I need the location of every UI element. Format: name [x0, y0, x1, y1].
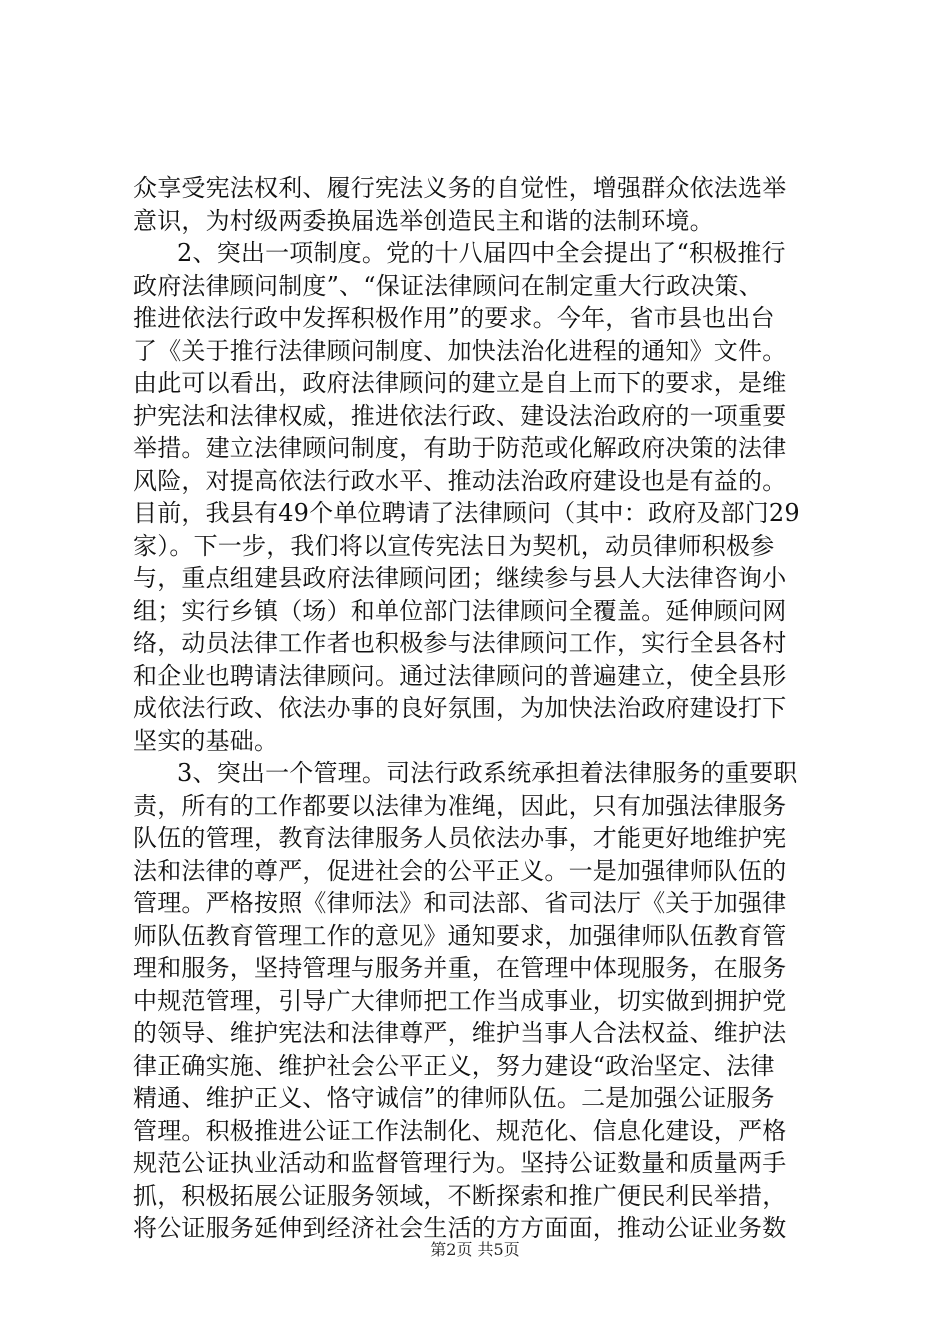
text-line: 的领导、维护宪法和法律尊严，维护当事人合法权益、维护法 [133, 1019, 787, 1047]
text-line: 3、突出一个管理。司法行政系统承担着法律服务的重要职 [177, 759, 798, 787]
text-line: 护宪法和法律权威，推进依法行政、建设法治政府的一项重要 [133, 401, 787, 430]
text-line: 法和法律的尊严，促进社会的公平正义。一是加强律师队伍的 [133, 856, 787, 885]
text-line: 意识，为村级两委换届选举创造民主和谐的法制环境。 [133, 206, 714, 235]
text-line: 众享受宪法权利、履行宪法义务的自觉性，增强群众依法选举 [133, 174, 787, 202]
text-line: 和企业也聘请法律顾问。通过法律顾问的普遍建立，使全县形 [133, 661, 787, 690]
document-body [133, 172, 823, 1245]
text-line: 坚实的基础。 [133, 726, 279, 755]
text-line: 将公证服务延伸到经济社会生活的方方面面，推动公证业务数 [133, 1214, 787, 1242]
text-line: 络，动员法律工作者也积极参与法律顾问工作，实行全县各村 [133, 629, 787, 657]
text-line: 家）。下一步，我们将以宣传宪法日为契机，动员律师积极参 [133, 531, 775, 560]
text-line: 与，重点组建县政府法律顾问团；继续参与县人大法律咨询小 [133, 564, 787, 592]
text-line: 精通、维护正义、恪守诚信”的律师队伍。二是加强公证服务 [133, 1084, 775, 1112]
text-line: 2、突出一项制度。党的十八届四中全会提出了“积极推行 [177, 239, 786, 267]
page-footer: 第2页 共5页 [430, 1240, 520, 1259]
text-line: 师队伍教育管理工作的意见》通知要求，加强律师队伍教育管 [133, 921, 787, 950]
text-line: 成依法行政、依法办事的良好氛围，为加快法治政府建设打下 [133, 694, 787, 722]
text-line: 由此可以看出，政府法律顾问的建立是自上而下的要求，是维 [133, 369, 787, 397]
text-line: 政府法律顾问制度”、“保证法律顾问在制定重大行政决策、 [133, 271, 763, 300]
text-line: 责，所有的工作都要以法律为准绳，因此，只有加强法律服务 [133, 791, 787, 820]
text-line: 理和服务，坚持管理与服务并重，在管理中体现服务，在服务 [133, 954, 787, 982]
text-line: 管理。积极推进公证工作法制化、规范化、信息化建设，严格 [133, 1116, 787, 1145]
text-line: 举措。建立法律顾问制度，有助于防范或化解政府决策的法律 [133, 434, 787, 462]
text-line: 抓，积极拓展公证服务领域，不断探索和推广便民利民举措， [133, 1181, 787, 1210]
text-line: 规范公证执业活动和监督管理行为。坚持公证数量和质量两手 [133, 1149, 787, 1177]
text-line: 组；实行乡镇（场）和单位部门法律顾问全覆盖。延伸顾问网 [133, 596, 787, 625]
text-line: 中规范管理，引导广大律师把工作当成事业，切实做到拥护党 [133, 986, 787, 1015]
text-line: 管理。严格按照《律师法》和司法部、省司法厅《关于加强律 [133, 889, 787, 917]
text-line: 风险，对提高依法行政水平、推动法治政府建设也是有益的。 [133, 466, 787, 495]
text-line: 推进依法行政中发挥积极作用”的要求。今年，省市县也出台 [133, 304, 775, 332]
text-line: 队伍的管理，教育法律服务人员依法办事，才能更好地维护宪 [133, 824, 787, 852]
text-line: 律正确实施、维护社会公平正义，努力建设“政治坚定、法律 [133, 1051, 775, 1080]
text-line: 了《关于推行法律顾问制度、加快法治化进程的通知》文件。 [133, 336, 787, 365]
text-line: 目前，我县有49个单位聘请了法律顾问（其中：政府及部门29 [133, 499, 800, 527]
